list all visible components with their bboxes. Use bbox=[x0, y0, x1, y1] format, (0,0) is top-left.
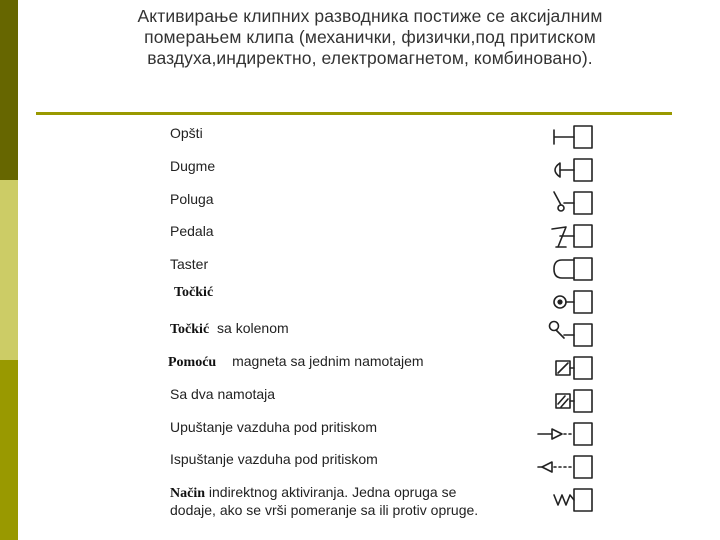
label-indirect-line2: dodaje, ako se vrši pomeranje sa ili protiv opruge. bbox=[170, 502, 479, 518]
label-solenoid-single bbox=[168, 353, 424, 371]
label-indirect-bold: Način bbox=[170, 486, 205, 501]
label-solenoid-single-rest: magneta sa jednim namotajem bbox=[232, 353, 424, 369]
label-lever: Poluga bbox=[170, 191, 214, 207]
label-general: Opšti bbox=[170, 125, 203, 141]
label-pressure-release: Ispuštanje vazduha pod pritiskom bbox=[170, 451, 378, 467]
title-divider bbox=[36, 112, 672, 115]
pressure-release-icon bbox=[538, 456, 592, 478]
title-line-2: померањем клипа (механички, физички,под притиском bbox=[144, 27, 596, 47]
label-roller-lever bbox=[170, 320, 289, 338]
label-pressure-apply: Upuštanje vazduha pod pritiskom bbox=[170, 419, 378, 435]
pedal-icon bbox=[552, 225, 592, 247]
solenoid-double-icon bbox=[556, 390, 592, 412]
slide-title bbox=[40, 6, 700, 69]
label-roller-lever-bold: Točkić bbox=[170, 322, 210, 337]
actuation-symbols bbox=[530, 120, 600, 525]
roller-icon bbox=[554, 291, 592, 313]
pressure-apply-icon bbox=[538, 423, 592, 445]
label-indirect-rest: indirektnog aktiviranja. Jedna opruga se bbox=[208, 484, 457, 500]
label-roller-text: Točkić bbox=[174, 285, 214, 300]
label-solenoid-double: Sa dva namotaja bbox=[170, 386, 276, 402]
spring-icon bbox=[554, 489, 592, 511]
label-roller-lever-rest: sa kolenom bbox=[217, 320, 289, 336]
solenoid-single-icon bbox=[556, 357, 592, 379]
left-accent-bar-top bbox=[0, 0, 18, 180]
label-roller bbox=[174, 283, 213, 301]
label-solenoid-single-bold: Pomoću bbox=[168, 355, 217, 370]
general-actuation-icon bbox=[554, 126, 592, 148]
title-line-3: ваздуха,индиректно, електромагнетом, комбиновано). bbox=[147, 48, 593, 68]
left-accent-bar-middle bbox=[0, 180, 18, 360]
roller-lever-icon bbox=[550, 322, 593, 347]
left-accent-bar-bottom bbox=[0, 360, 18, 540]
lever-icon bbox=[554, 192, 592, 214]
label-plunger: Taster bbox=[170, 256, 209, 272]
plunger-icon bbox=[554, 258, 592, 280]
label-push-button: Dugme bbox=[170, 158, 216, 174]
label-indirect bbox=[170, 484, 478, 519]
label-pedal: Pedala bbox=[170, 223, 214, 239]
push-button-icon bbox=[555, 159, 592, 181]
title-line-1: Активирање клипних разводника постиже се аксијалним bbox=[137, 6, 603, 26]
